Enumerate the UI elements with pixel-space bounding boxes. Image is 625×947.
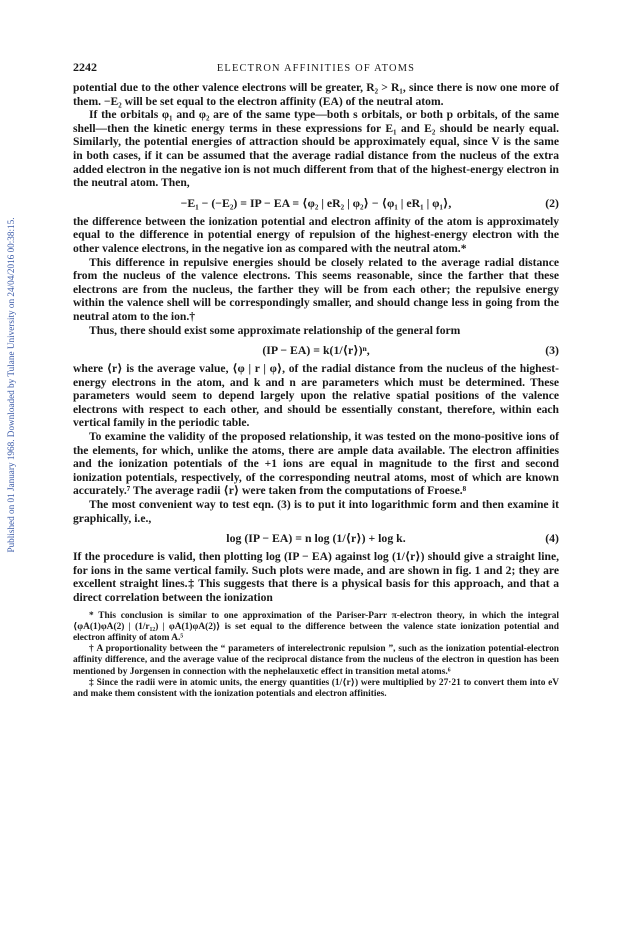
paragraph: If the orbitals φ₁ and φ₂ are of the same type—both s orbitals, or both p orbitals, of the same shell—then the kinetic energy terms in these expressions for E₁ and E₂ should be nearly equal. Similarly, the potential energies of attraction should be approximately equal, since V is the same in both cases, if it can be assumed that the average radial distance from the nucleus of the extra added electron in the negative ion is not much different from that of the highest-energy electron in the neutral atom. Then,: [73, 108, 559, 190]
equation-number: (3): [545, 343, 559, 358]
footnote: ‡ Since the radii were in atomic units, the energy quantities (1/⟨r⟩) were multiplied by 27·21 to convert them into eV and make them consistent with the ionization potentials and electron affinities.: [73, 677, 559, 700]
equation-3: [73, 343, 559, 357]
download-watermark: [4, 175, 18, 595]
download-watermark-text: Published on 01 January 1968. Downloaded by Tulane University on 24/04/2016 00:38:15.: [6, 217, 16, 553]
equation-text: log (IP − EA) = n log (1/⟨r⟩) + log k.: [226, 531, 406, 546]
paragraph: To examine the validity of the proposed relationship, it was tested on the mono-positive ions of the elements, for which, unlike the atoms, there are ample data available. The electron affinities and the ionization potentials of the +1 ions are equal in magnitude to the first and second ionization potentials, respectively, of the corresponding neutral atoms, most of which are known accurately.⁷ The average radii ⟨r⟩ were taken from the computations of Froese.⁸: [73, 430, 559, 498]
paragraph: potential due to the other valence electrons will be greater, R₂ > R₁, since there is now one more of them. −E₂ will be set equal to the electron affinity (EA) of the neutral atom.: [73, 81, 559, 108]
equation-4: [73, 531, 559, 545]
paragraph: Thus, there should exist some approximate relationship of the general form: [89, 323, 461, 337]
equation-number: (2): [545, 195, 559, 210]
paragraph: where ⟨r⟩ is the average value, ⟨φ | r | φ⟩, of the radial distance from the nucleus of the highest-energy electrons in the atom, and k and n are parameters which must be determined. These parameters would seem to depend largely upon the relative spatial positions of the valence electrons with respect to each other, and should be essentially constant, therefore, within each vertical family in the periodic table.: [73, 362, 559, 430]
equation-text: −E₁ − (−E₂) = IP − EA = ⟨φ₂ | eR₂ | φ₂⟩ − ⟨φ₁ | eR₁ | φ₁⟩,: [180, 195, 452, 210]
equation-text: (IP − EA) = k(1/⟨r⟩)ⁿ,: [262, 343, 370, 358]
paragraph: This difference in repulsive energies should be closely related to the average radial distance from the nucleus of the valence electrons. This seems reasonable, since the farther that these electrons are from the nucleus, the farther they will be from each other; the repulsive energy within the valence shell will be correspondingly smaller, and should change less in going from the neutral atom to the ion.†: [73, 255, 559, 323]
running-title: ELECTRON AFFINITIES OF ATOMS: [216, 63, 416, 74]
paragraph: The most convenient way to test eqn. (3) is to put it into logarithmic form and then examine it graphically, i.e.,: [73, 498, 559, 525]
equation-number: (4): [545, 531, 559, 546]
page-number: 2242: [73, 60, 97, 74]
journal-page: [73, 60, 559, 700]
equation-2: [73, 196, 559, 210]
footnote: † A proportionality between the “ parameters of interelectronic repulsion ”, such as the ionization potential-electron affinity difference, and the average value of the reciprocal distance from the nucleus of the electron in question has been mentioned by Jorgensen in connection with the nephelauxetic effect in transition metal atoms.⁶: [73, 644, 559, 677]
page-header: [73, 60, 559, 78]
paragraph: If the procedure is valid, then plotting log (IP − EA) against log (1/⟨r⟩) should give a straight line, for ions in the same vertical family. Such plots were made, and are shown in fig. 1 and 2; they are excellent straight lines.‡ This suggests that there is a physical basis for this approach, and that a direct correlation between the ionization: [73, 550, 559, 604]
footnote: * This conclusion is similar to one approximation of the Pariser-Parr π-electron theory, in which the integral ⟨φA(1)φA(2) | (1/r₁₂) | φA(1)φA(2)⟩ is set equal to the difference between the valence state ionization potential and electron affinity of atom A.⁵: [73, 610, 559, 643]
paragraph: the difference between the ionization potential and electron affinity of the atom is approximately equal to the difference in potential energy of repulsion of the highest-energy electron with the other valence electrons, in the negative ion as compared with the neutral atom.*: [73, 214, 559, 255]
